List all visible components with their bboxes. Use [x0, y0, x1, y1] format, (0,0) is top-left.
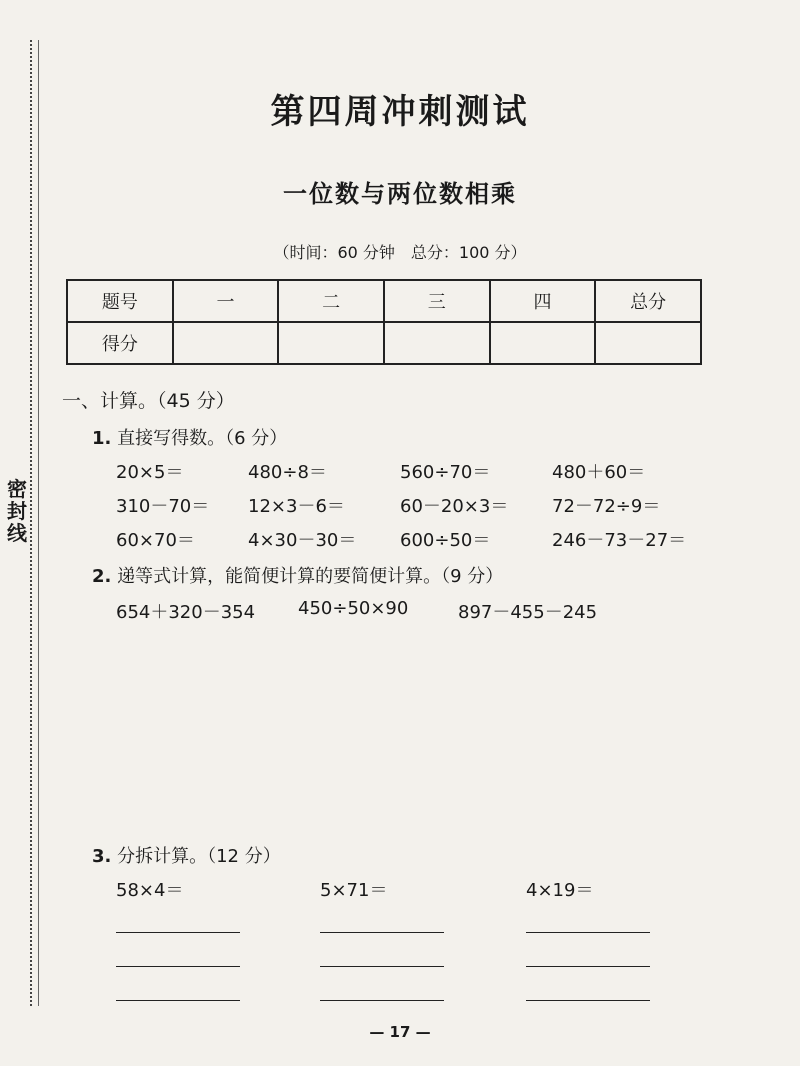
score-cell[interactable]: [490, 322, 596, 364]
score-cell[interactable]: [173, 322, 279, 364]
calc-item: 560÷70＝: [400, 462, 491, 483]
score-cell[interactable]: [595, 322, 701, 364]
stepwise-item: 897－455－245: [458, 602, 598, 623]
page-title: 第四周冲刺测试: [270, 92, 530, 132]
split-calc-item: 58×4＝: [116, 880, 184, 901]
score-header-cell: 总分: [595, 280, 701, 322]
calc-item: 480＋60＝: [552, 462, 646, 483]
score-header-cell: 三: [384, 280, 490, 322]
score-header-cell: 题号: [67, 280, 173, 322]
answer-line[interactable]: [320, 1000, 444, 1001]
answer-line[interactable]: [116, 932, 240, 933]
score-table-header-row: [67, 280, 701, 322]
part2-heading: [92, 562, 503, 588]
calc-item: 246－73－27＝: [552, 530, 687, 551]
calc-item: 20×5＝: [116, 462, 184, 483]
score-table-row: [67, 322, 701, 364]
score-header-cell: 一: [173, 280, 279, 322]
score-cell[interactable]: [278, 322, 384, 364]
split-calc-item: 4×19＝: [526, 880, 594, 901]
score-cell[interactable]: [384, 322, 490, 364]
answer-line[interactable]: [320, 932, 444, 933]
page-subtitle: 一位数与两位数相乘: [283, 180, 517, 208]
answer-line[interactable]: [116, 966, 240, 967]
calc-item: 4×30－30＝: [248, 530, 357, 551]
part3-number: 3.: [92, 846, 112, 867]
stepwise-item: 450÷50×90: [298, 598, 409, 619]
part1-heading: [92, 424, 287, 450]
score-header-cell: 二: [278, 280, 384, 322]
answer-line[interactable]: [526, 1000, 650, 1001]
score-header-cell: 四: [490, 280, 596, 322]
score-row-label: 得分: [67, 322, 173, 364]
score-table: [66, 279, 702, 365]
seal-line-label: 密封线: [7, 477, 27, 545]
time-info: （时间：60 分钟 总分：100 分）: [273, 243, 527, 262]
calc-item: 600÷50＝: [400, 530, 491, 551]
answer-line[interactable]: [320, 966, 444, 967]
calc-item: 310－70＝: [116, 496, 210, 517]
part3-heading: [92, 842, 281, 868]
part3-text: 分拆计算。（12 分）: [117, 846, 281, 867]
split-calc-item: 5×71＝: [320, 880, 388, 901]
answer-line[interactable]: [526, 932, 650, 933]
answer-line[interactable]: [116, 1000, 240, 1001]
section1-heading: 一、计算。（45 分）: [62, 390, 235, 412]
calc-item: 12×3－6＝: [248, 496, 345, 517]
calc-item: 60－20×3＝: [400, 496, 509, 517]
part2-number: 2.: [92, 566, 112, 587]
page-number: — 17 —: [369, 1023, 431, 1041]
stepwise-item: 654＋320－354: [116, 602, 256, 623]
calc-item: 60×70＝: [116, 530, 195, 551]
part2-text: 递等式计算，能简便计算的要简便计算。（9 分）: [117, 566, 504, 587]
calc-item: 480÷8＝: [248, 462, 327, 483]
part1-text: 直接写得数。（6 分）: [117, 428, 288, 449]
answer-line[interactable]: [526, 966, 650, 967]
part1-number: 1.: [92, 428, 112, 449]
calc-item: 72－72÷9＝: [552, 496, 661, 517]
